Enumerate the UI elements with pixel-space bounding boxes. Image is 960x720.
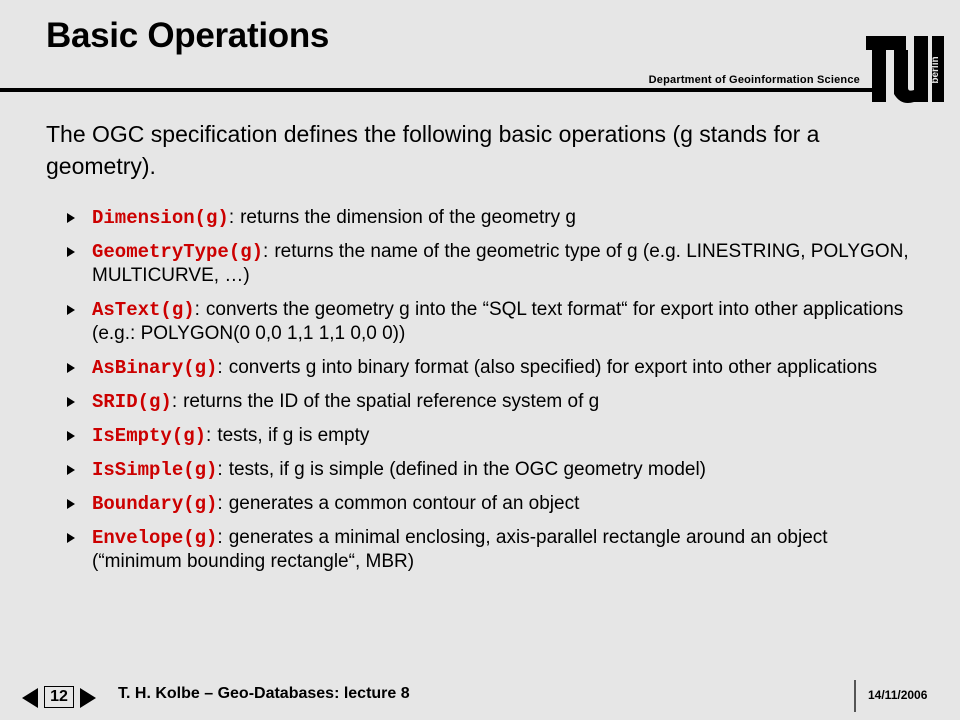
operation-description: converts the geometry g into the “SQL text format“ for export into other applications (e.g.: POLYGON(0 0,0 1,1 1,1 0,0 0)) <box>92 299 904 344</box>
page-number: 12 <box>44 686 74 708</box>
footer <box>0 680 960 710</box>
bullet-arrow-icon <box>67 533 75 543</box>
list-item: Dimension(g): returns the dimension of the geometry g <box>60 206 920 230</box>
intro-text: The OGC specification defines the following basic operations (g stands for a geometry). <box>46 121 820 179</box>
operation-function: Dimension(g) <box>92 207 229 229</box>
operation-description: tests, if g is empty <box>217 425 370 446</box>
tu-berlin-logo <box>864 32 946 108</box>
footer-divider <box>854 680 856 712</box>
list-item: SRID(g): returns the ID of the spatial reference system of g <box>60 390 920 414</box>
bullet-arrow-icon <box>67 465 75 475</box>
operation-function: Envelope(g) <box>92 527 218 549</box>
list-item: GeometryType(g): returns the name of the geometric type of g (e.g. LINESTRING, POLYGON, MULTICURVE, …) <box>60 240 920 288</box>
operation-description: returns the name of the geometric type of g (e.g. LINESTRING, POLYGON, MULTICURVE, …) <box>92 241 909 286</box>
operation-description: converts g into binary format (also specified) for export into other applications <box>228 357 878 378</box>
bullet-arrow-icon <box>67 499 75 509</box>
bullet-arrow-icon <box>67 305 75 315</box>
operation-function: AsBinary(g) <box>92 357 218 379</box>
department-label: Department of Geoinformation Science <box>648 74 860 86</box>
operation-function: GeometryType(g) <box>92 241 264 263</box>
operations-list <box>60 206 920 584</box>
author-lecture-label: T. H. Kolbe – Geo-Databases: lecture 8 <box>118 685 410 702</box>
operation-function: Boundary(g) <box>92 493 218 515</box>
header-divider <box>0 88 872 92</box>
operation-function: AsText(g) <box>92 299 195 321</box>
previous-slide-arrow-icon[interactable] <box>22 688 38 708</box>
date-label: 14/11/2006 <box>868 688 928 702</box>
operation-description: generates a common contour of an object <box>228 493 580 514</box>
operation-description: generates a minimal enclosing, axis-parallel rectangle around an object (“minimum bounding rectangle“, MBR) <box>92 527 828 572</box>
operation-description: tests, if g is simple (defined in the OGC geometry model) <box>228 459 707 480</box>
list-item: Boundary(g): generates a common contour of an object <box>60 492 920 516</box>
operation-description: returns the ID of the spatial reference system of g <box>183 391 600 412</box>
bullet-arrow-icon <box>67 247 75 257</box>
page-title: Basic Operations <box>46 16 330 55</box>
next-slide-arrow-icon[interactable] <box>80 688 96 708</box>
operation-function: SRID(g) <box>92 391 172 413</box>
logo-text: berlin <box>930 56 941 84</box>
bullet-arrow-icon <box>67 363 75 373</box>
list-item: Envelope(g): generates a minimal enclosing, axis-parallel rectangle around an object (“minimum bounding rectangle“, MBR) <box>60 526 920 574</box>
bullet-arrow-icon <box>67 397 75 407</box>
bullet-arrow-icon <box>67 213 75 223</box>
list-item: IsEmpty(g): tests, if g is empty <box>60 424 920 448</box>
list-item: IsSimple(g): tests, if g is simple (defined in the OGC geometry model) <box>60 458 920 482</box>
operation-description: returns the dimension of the geometry g <box>240 207 576 228</box>
list-item: AsBinary(g): converts g into binary format (also specified) for export into other applications <box>60 356 920 380</box>
list-item: AsText(g): converts the geometry g into the “SQL text format“ for export into other applications (e.g.: POLYGON(0 0,0 1,1 1,1 0,0 0)) <box>60 298 920 346</box>
bullet-arrow-icon <box>67 431 75 441</box>
operation-function: IsEmpty(g) <box>92 425 207 447</box>
operation-function: IsSimple(g) <box>92 459 218 481</box>
